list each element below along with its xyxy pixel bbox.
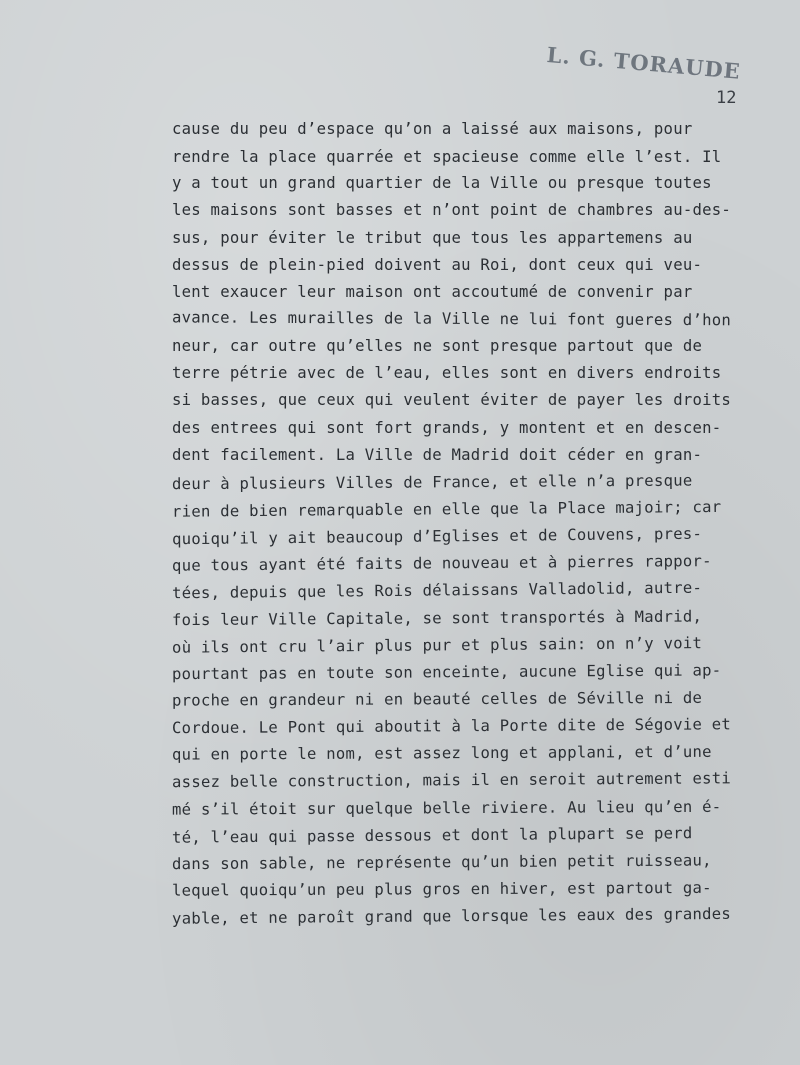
text-line: tées, depuis que les Rois délaissans Valladolid, autre- bbox=[171, 579, 703, 603]
text-line: avance. Les murailles de la Ville ne lui font gueres d’hon bbox=[171, 308, 732, 330]
text-line: des entrees qui sont fort grands, y montent et en descen- bbox=[172, 418, 722, 437]
text-line: mé s’il étoit sur quelque belle riviere. Au lieu qu’en é- bbox=[171, 797, 722, 819]
text-line: neur, car outre qu’elles ne sont presque partout que de bbox=[172, 337, 703, 356]
text-line: yable, et ne paroît grand que lorsque les eaux des grandes bbox=[171, 904, 732, 928]
text-line: pourtant pas en toute son enceinte, aucune Eglise qui ap- bbox=[171, 661, 722, 683]
text-line: dans son sable, ne représente qu’un bien petit ruisseau, bbox=[171, 851, 712, 873]
text-line: assez belle construction, mais il en seroit autrement esti bbox=[171, 769, 732, 792]
text-line: Cordoue. Le Pont qui aboutit à la Porte dite de Ségovie et bbox=[171, 715, 732, 738]
document-body bbox=[172, 116, 798, 930]
text-line: dent facilement. La Ville de Madrid doit céder en gran- bbox=[172, 445, 703, 464]
text-line: cause du peu d’espace qu’on a laissé aux maisons, pour bbox=[172, 120, 693, 138]
text-line: dessus de plein-pied doivent au Roi, dont ceux qui veu- bbox=[172, 255, 703, 274]
text-line: rien de bien remarquable en elle que la Place majoir; car bbox=[171, 497, 722, 521]
text-line: rendre la place quarrée et spacieuse comme elle l’est. Il bbox=[172, 148, 722, 167]
text-line: les maisons sont basses et n’ont point de chambres au-des- bbox=[172, 201, 732, 220]
text-line: y a tout un grand quartier de la Ville ou presque toutes bbox=[172, 174, 712, 193]
text-line: lequel quoiqu’un peu plus gros en hiver, est partout ga- bbox=[171, 878, 712, 900]
text-line: où ils ont cru l’air plus pur et plus sain: on n’y voit bbox=[171, 633, 703, 657]
text-line: que tous ayant été faits de nouveau et à pierres rappor- bbox=[171, 552, 712, 575]
text-line: lent exaucer leur maison ont accoutumé de convenir par bbox=[172, 282, 693, 301]
text-line: té, l’eau qui passe dessous et dont la plupart se perd bbox=[171, 823, 693, 847]
text-line: sus, pour éviter le tribut que tous les appartemens au bbox=[172, 228, 693, 247]
text-line: si basses, que ceux qui veulent éviter de payer les droits bbox=[172, 391, 732, 410]
page-number: 12 bbox=[716, 88, 737, 108]
text-line: terre pétrie avec de l’eau, elles sont en divers endroits bbox=[172, 364, 722, 383]
author-stamp: L. G. TORAUDE bbox=[545, 42, 742, 84]
text-line: proche en grandeur ni en beauté celles de Séville ni de bbox=[171, 688, 703, 710]
text-line: qui en porte le nom, est assez long et applani, et d’une bbox=[171, 743, 712, 764]
text-line: quoiqu’il y ait beaucoup d’Eglises et de Couvens, pres- bbox=[171, 524, 703, 549]
text-line: deur à plusieurs Villes de France, et elle n’a presque bbox=[171, 471, 693, 494]
text-line: fois leur Ville Capitale, se sont transportés à Madrid, bbox=[171, 607, 703, 629]
